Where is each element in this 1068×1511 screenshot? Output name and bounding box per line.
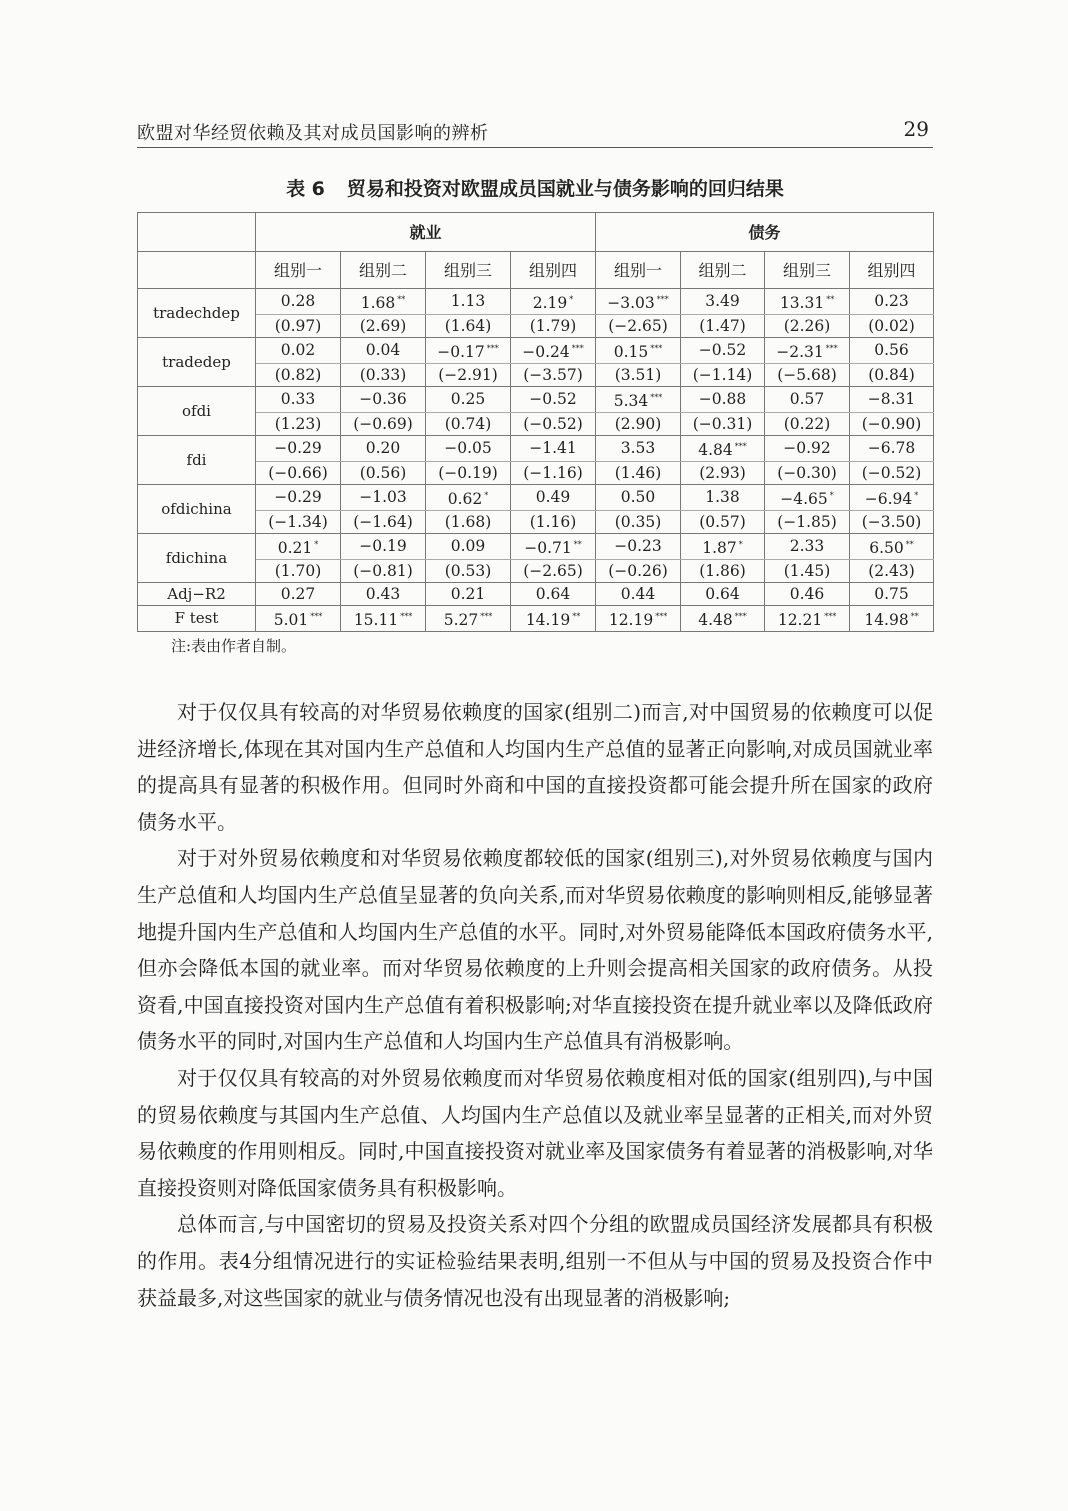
cell-value: 0.43 <box>365 584 401 603</box>
coefficient-cell <box>850 436 934 462</box>
variable-name: ofdi <box>138 387 256 436</box>
significance-stars: *** <box>655 612 668 621</box>
cell-value: −6.94 <box>864 490 913 508</box>
regression-table <box>137 212 934 632</box>
coefficient-cell <box>256 436 341 462</box>
coefficient-cell <box>596 338 681 364</box>
cell-value: 5.27 <box>443 611 479 629</box>
coefficient-cell <box>341 436 426 462</box>
column-header: 组别三 <box>426 252 511 289</box>
cell-value: 0.33 <box>280 390 316 408</box>
tstat-cell: (−3.57) <box>511 364 596 387</box>
cell-value: 3.53 <box>620 439 656 457</box>
variable-name: fdichina <box>138 534 256 583</box>
tstat-cell: (1.16) <box>511 511 596 534</box>
cell-value: 0.27 <box>280 584 316 603</box>
tstat-cell: (−2.91) <box>426 364 511 387</box>
coefficient-cell <box>426 534 511 560</box>
tstat-cell: (−0.30) <box>765 462 850 485</box>
tstat-cell: (0.02) <box>850 315 934 338</box>
significance-stars: * <box>569 295 574 304</box>
coefficient-cell <box>256 338 341 364</box>
cell-value: 0.75 <box>874 584 909 603</box>
tstat-cell: (−1.34) <box>256 511 341 534</box>
column-header: 组别四 <box>850 252 934 289</box>
significance-stars: *** <box>571 344 584 353</box>
tstat-cell: (0.53) <box>426 560 511 583</box>
cell-value: 4.48 <box>698 611 733 629</box>
cell-value: 12.21 <box>777 611 823 629</box>
cell-value: 0.57 <box>789 390 825 408</box>
statistic-cell <box>765 583 850 606</box>
variable-name: tradechdep <box>138 289 256 338</box>
coefficient-cell <box>341 387 426 413</box>
cell-value: 0.28 <box>280 292 316 310</box>
statistic-cell <box>511 606 596 632</box>
table-row-statistic <box>138 583 934 606</box>
coefficient-cell <box>511 387 596 413</box>
cell-value: −8.31 <box>867 390 916 408</box>
tstat-cell: (1.64) <box>426 315 511 338</box>
significance-stars: *** <box>824 612 837 621</box>
coefficient-cell <box>681 436 765 462</box>
statistic-cell <box>511 583 596 606</box>
tstat-cell: (−3.50) <box>850 511 934 534</box>
table-number: 表 6 <box>286 178 325 200</box>
tstat-cell: (2.26) <box>765 315 850 338</box>
coefficient-cell <box>596 485 681 511</box>
column-header: 组别四 <box>511 252 596 289</box>
significance-stars: ** <box>905 540 914 549</box>
statistic-cell <box>596 606 681 632</box>
cell-value: −0.19 <box>359 537 407 555</box>
body-text <box>137 694 933 1316</box>
tstat-cell: (−0.52) <box>511 413 596 436</box>
coefficient-cell <box>681 289 765 315</box>
table-row-tstats <box>138 560 934 583</box>
significance-stars: * <box>829 491 834 500</box>
group-header-debt: 债务 <box>596 213 934 252</box>
statistic-cell <box>681 606 765 632</box>
significance-stars: ** <box>397 295 406 304</box>
coefficient-cell <box>850 387 934 413</box>
cell-value: −4.65 <box>780 490 828 508</box>
tstat-cell: (0.57) <box>681 511 765 534</box>
table-row-statistic <box>138 606 934 632</box>
coefficient-cell <box>426 387 511 413</box>
cell-value: −0.24 <box>522 343 570 361</box>
significance-stars: ** <box>572 612 581 621</box>
paragraph: 对于仅仅具有较高的对外贸易依赖度而对华贸易依赖度相对低的国家(组别四),与中国的贸易依赖度与其国内生产总值、人均国内生产总值以及就业率呈显著的正相关,而对外贸易依赖度的作用则相反。同时,中国直接投资对就业率及国家债务有着显著的消极影响,对华直接投资则对降低国家债务具有积极影响。 <box>137 1065 933 1200</box>
coefficient-cell <box>850 485 934 511</box>
statistic-cell <box>426 583 511 606</box>
tstat-cell: (−0.26) <box>596 560 681 583</box>
cell-value: 1.38 <box>705 488 740 506</box>
column-header: 组别二 <box>681 252 765 289</box>
paragraph: 对于对外贸易依赖度和对华贸易依赖度都较低的国家(组别三),对外贸易依赖度与国内生产总值和人均国内生产总值呈显著的负向关系,而对华贸易依赖度的影响则相反,能够显著地提升国内生产总值和人均国内生产总值的水平。同时,对外贸易能降低本国政府债务水平,但亦会降低本国的就业率。而对华贸易依赖度的上升则会提高相关国家的政府债务。从投资看,中国直接投资对国内生产总值有着积极影响;对华直接投资在提升就业率以及降低政府债务水平的同时,对国内生产总值和人均国内生产总值具有消极影响。 <box>137 846 933 1054</box>
table-row-tstats <box>138 462 934 485</box>
significance-stars: *** <box>650 344 663 353</box>
coefficient-cell <box>511 289 596 315</box>
significance-stars: *** <box>825 344 838 353</box>
coefficient-cell <box>681 534 765 560</box>
cell-value: 0.62 <box>447 490 483 508</box>
cell-value: 0.21 <box>277 539 313 557</box>
tstat-cell: (−5.68) <box>765 364 850 387</box>
tstat-cell: (1.70) <box>256 560 341 583</box>
cell-value: −0.17 <box>437 343 485 361</box>
table-row-coefficients <box>138 289 934 315</box>
tstat-cell: (2.90) <box>596 413 681 436</box>
significance-stars: *** <box>734 442 747 451</box>
cell-value: 0.56 <box>874 341 909 359</box>
tstat-cell: (−0.31) <box>681 413 765 436</box>
table-row-tstats <box>138 511 934 534</box>
page-number: 29 <box>903 117 929 141</box>
coefficient-cell <box>765 338 850 364</box>
cell-value: 13.31 <box>779 294 825 312</box>
tstat-cell: (−1.14) <box>681 364 765 387</box>
cell-value: 0.64 <box>535 584 571 603</box>
tstat-cell: (0.97) <box>256 315 341 338</box>
table-group-header-row <box>138 213 934 252</box>
coefficient-cell <box>765 289 850 315</box>
cell-value: −1.03 <box>359 488 407 506</box>
tstat-cell: (1.68) <box>426 511 511 534</box>
cell-value: 2.33 <box>789 537 825 555</box>
cell-value: 14.19 <box>525 611 571 629</box>
cell-value: 15.11 <box>353 611 399 629</box>
coefficient-cell <box>596 534 681 560</box>
cell-value: 0.21 <box>450 584 486 603</box>
cell-value: −0.52 <box>529 390 577 408</box>
cell-value: −1.41 <box>529 439 577 457</box>
coefficient-cell <box>426 436 511 462</box>
cell-value: 3.49 <box>705 292 740 310</box>
coefficient-cell <box>765 436 850 462</box>
coefficient-cell <box>511 338 596 364</box>
table-title: 贸易和投资对欧盟成员国就业与债务影响的回归结果 <box>346 178 784 200</box>
table-row-tstats <box>138 413 934 436</box>
table-column-header-row <box>138 252 934 289</box>
coefficient-cell <box>681 338 765 364</box>
table-row-coefficients <box>138 387 934 413</box>
statistic-cell <box>256 583 341 606</box>
cell-value: −0.88 <box>698 390 747 408</box>
tstat-cell: (0.22) <box>765 413 850 436</box>
paragraph: 对于仅仅具有较高的对华贸易依赖度的国家(组别二)而言,对中国贸易的依赖度可以促进经济增长,体现在其对国内生产总值和人均国内生产总值的显著正向影响,对成员国就业率的提高具有显著的积极作用。但同时外商和中国的直接投资都可能会提升所在国家的政府债务水平。 <box>137 700 933 834</box>
coefficient-cell <box>256 485 341 511</box>
table-row-coefficients <box>138 338 934 364</box>
coefficient-cell <box>511 534 596 560</box>
cell-value: −6.78 <box>867 439 916 457</box>
cell-value: 6.50 <box>869 539 904 557</box>
tstat-cell: (1.45) <box>765 560 850 583</box>
statistic-cell <box>850 606 934 632</box>
cell-value: 0.15 <box>613 343 649 361</box>
tstat-cell: (−0.19) <box>426 462 511 485</box>
tstat-cell: (2.69) <box>341 315 426 338</box>
tstat-cell: (3.51) <box>596 364 681 387</box>
cell-value: −0.36 <box>359 390 407 408</box>
cell-value: −0.23 <box>614 537 662 555</box>
significance-stars: ** <box>826 295 835 304</box>
coefficient-cell <box>341 289 426 315</box>
tstat-cell: (0.35) <box>596 511 681 534</box>
significance-stars: * <box>914 491 919 500</box>
coefficient-cell <box>426 289 511 315</box>
coefficient-cell <box>765 387 850 413</box>
cell-value: 0.09 <box>450 537 486 555</box>
tstat-cell: (0.82) <box>256 364 341 387</box>
coefficient-cell <box>426 338 511 364</box>
coefficient-cell <box>256 387 341 413</box>
tstat-cell: (−1.64) <box>341 511 426 534</box>
cell-value: 2.19 <box>532 294 568 312</box>
tstat-cell: (0.74) <box>426 413 511 436</box>
tstat-cell: (0.56) <box>341 462 426 485</box>
cell-value: −0.92 <box>783 439 831 457</box>
column-header: 组别一 <box>256 252 341 289</box>
running-title: 欧盟对华经贸依赖及其对成员国影响的辨析 <box>137 123 489 144</box>
coefficient-cell <box>850 289 934 315</box>
paragraph: 总体而言,与中国密切的贸易及投资关系对四个分组的欧盟成员国经济发展都具有积极的作用。表4分组情况进行的实证检验结果表明,组别一不但从与中国的贸易及投资合作中获益最多,对这些国家的就业与债务情况也没有出现显著的消极影响; <box>137 1212 933 1310</box>
tstat-cell: (−0.81) <box>341 560 426 583</box>
tstat-cell: (−1.85) <box>765 511 850 534</box>
tstat-cell: (0.84) <box>850 364 934 387</box>
coefficient-cell <box>511 485 596 511</box>
cell-value: −0.52 <box>698 341 747 359</box>
significance-stars: * <box>738 540 743 549</box>
cell-value: −0.05 <box>444 439 492 457</box>
table-row-tstats <box>138 364 934 387</box>
statistic-cell <box>850 583 934 606</box>
variable-name: fdi <box>138 436 256 485</box>
corner-cell <box>138 213 256 252</box>
cell-value: −0.29 <box>274 488 322 506</box>
tstat-cell: (−0.52) <box>850 462 934 485</box>
tstat-cell: (2.43) <box>850 560 934 583</box>
tstat-cell: (−1.16) <box>511 462 596 485</box>
statistic-cell <box>596 583 681 606</box>
table-row-coefficients <box>138 485 934 511</box>
tstat-cell: (1.79) <box>511 315 596 338</box>
cell-value: 5.01 <box>273 611 309 629</box>
table-note: 注:表由作者自制。 <box>171 637 297 655</box>
coefficient-cell <box>256 289 341 315</box>
group-header-employment: 就业 <box>256 213 596 252</box>
tstat-cell: (1.23) <box>256 413 341 436</box>
cell-value: 0.49 <box>535 488 571 506</box>
statistic-cell <box>681 583 765 606</box>
table-row-tstats <box>138 315 934 338</box>
significance-stars: *** <box>480 612 493 621</box>
tstat-cell: (−0.66) <box>256 462 341 485</box>
coefficient-cell <box>596 436 681 462</box>
cell-value: 14.98 <box>864 611 909 629</box>
cell-value: −3.03 <box>607 294 655 312</box>
cell-value: 12.19 <box>608 611 654 629</box>
coefficient-cell <box>341 534 426 560</box>
cell-value: −2.31 <box>776 343 824 361</box>
statistic-label: F test <box>138 606 256 632</box>
column-header: 组别二 <box>341 252 426 289</box>
cell-value: 0.64 <box>705 584 740 603</box>
cell-value: 1.68 <box>360 294 396 312</box>
tstat-cell: (1.86) <box>681 560 765 583</box>
statistic-cell <box>256 606 341 632</box>
table-caption <box>137 174 933 201</box>
significance-stars: *** <box>310 612 323 621</box>
cell-value: 0.25 <box>450 390 486 408</box>
cell-value: 1.87 <box>702 539 737 557</box>
column-header: 组别三 <box>765 252 850 289</box>
coefficient-cell <box>596 387 681 413</box>
coefficient-cell <box>426 485 511 511</box>
cell-value: 5.34 <box>613 392 649 410</box>
cell-value: 0.20 <box>365 439 401 457</box>
coefficient-cell <box>256 534 341 560</box>
tstat-cell: (−2.65) <box>511 560 596 583</box>
coefficient-cell <box>765 534 850 560</box>
coefficient-cell <box>596 289 681 315</box>
cell-value: 0.02 <box>280 341 316 359</box>
tstat-cell: (1.46) <box>596 462 681 485</box>
coefficient-cell <box>850 534 934 560</box>
cell-value: 0.44 <box>620 584 656 603</box>
statistic-label: Adj−R2 <box>138 583 256 606</box>
cell-value: 1.13 <box>450 292 486 310</box>
cell-value: 4.84 <box>698 441 733 459</box>
significance-stars: * <box>484 491 489 500</box>
coefficient-cell <box>681 387 765 413</box>
significance-stars: ** <box>910 612 919 621</box>
tstat-cell: (0.33) <box>341 364 426 387</box>
tstat-cell: (1.47) <box>681 315 765 338</box>
tstat-cell: (−0.90) <box>850 413 934 436</box>
tstat-cell: (2.93) <box>681 462 765 485</box>
significance-stars: *** <box>734 612 747 621</box>
coefficient-cell <box>341 485 426 511</box>
variable-name: ofdichina <box>138 485 256 534</box>
significance-stars: *** <box>650 393 663 402</box>
tstat-cell: (−0.69) <box>341 413 426 436</box>
cell-value: −0.29 <box>274 439 322 457</box>
cell-value: 0.04 <box>365 341 401 359</box>
statistic-cell <box>765 606 850 632</box>
statistic-cell <box>341 583 426 606</box>
significance-stars: *** <box>656 295 669 304</box>
table-row-coefficients <box>138 436 934 462</box>
cell-value: 0.23 <box>874 292 909 310</box>
cell-value: 0.46 <box>789 584 825 603</box>
significance-stars: * <box>314 540 319 549</box>
column-header: 组别一 <box>596 252 681 289</box>
variable-name: tradedep <box>138 338 256 387</box>
coefficient-cell <box>511 436 596 462</box>
statistic-cell <box>426 606 511 632</box>
significance-stars: *** <box>400 612 413 621</box>
tstat-cell: (−2.65) <box>596 315 681 338</box>
running-head <box>137 117 933 148</box>
corner-cell <box>138 252 256 289</box>
significance-stars: ** <box>573 540 582 549</box>
coefficient-cell <box>681 485 765 511</box>
coefficient-cell <box>765 485 850 511</box>
table-row-coefficients <box>138 534 934 560</box>
coefficient-cell <box>850 338 934 364</box>
statistic-cell <box>341 606 426 632</box>
coefficient-cell <box>341 338 426 364</box>
cell-value: 0.50 <box>620 488 656 506</box>
significance-stars: *** <box>486 344 499 353</box>
cell-value: −0.71 <box>524 539 572 557</box>
